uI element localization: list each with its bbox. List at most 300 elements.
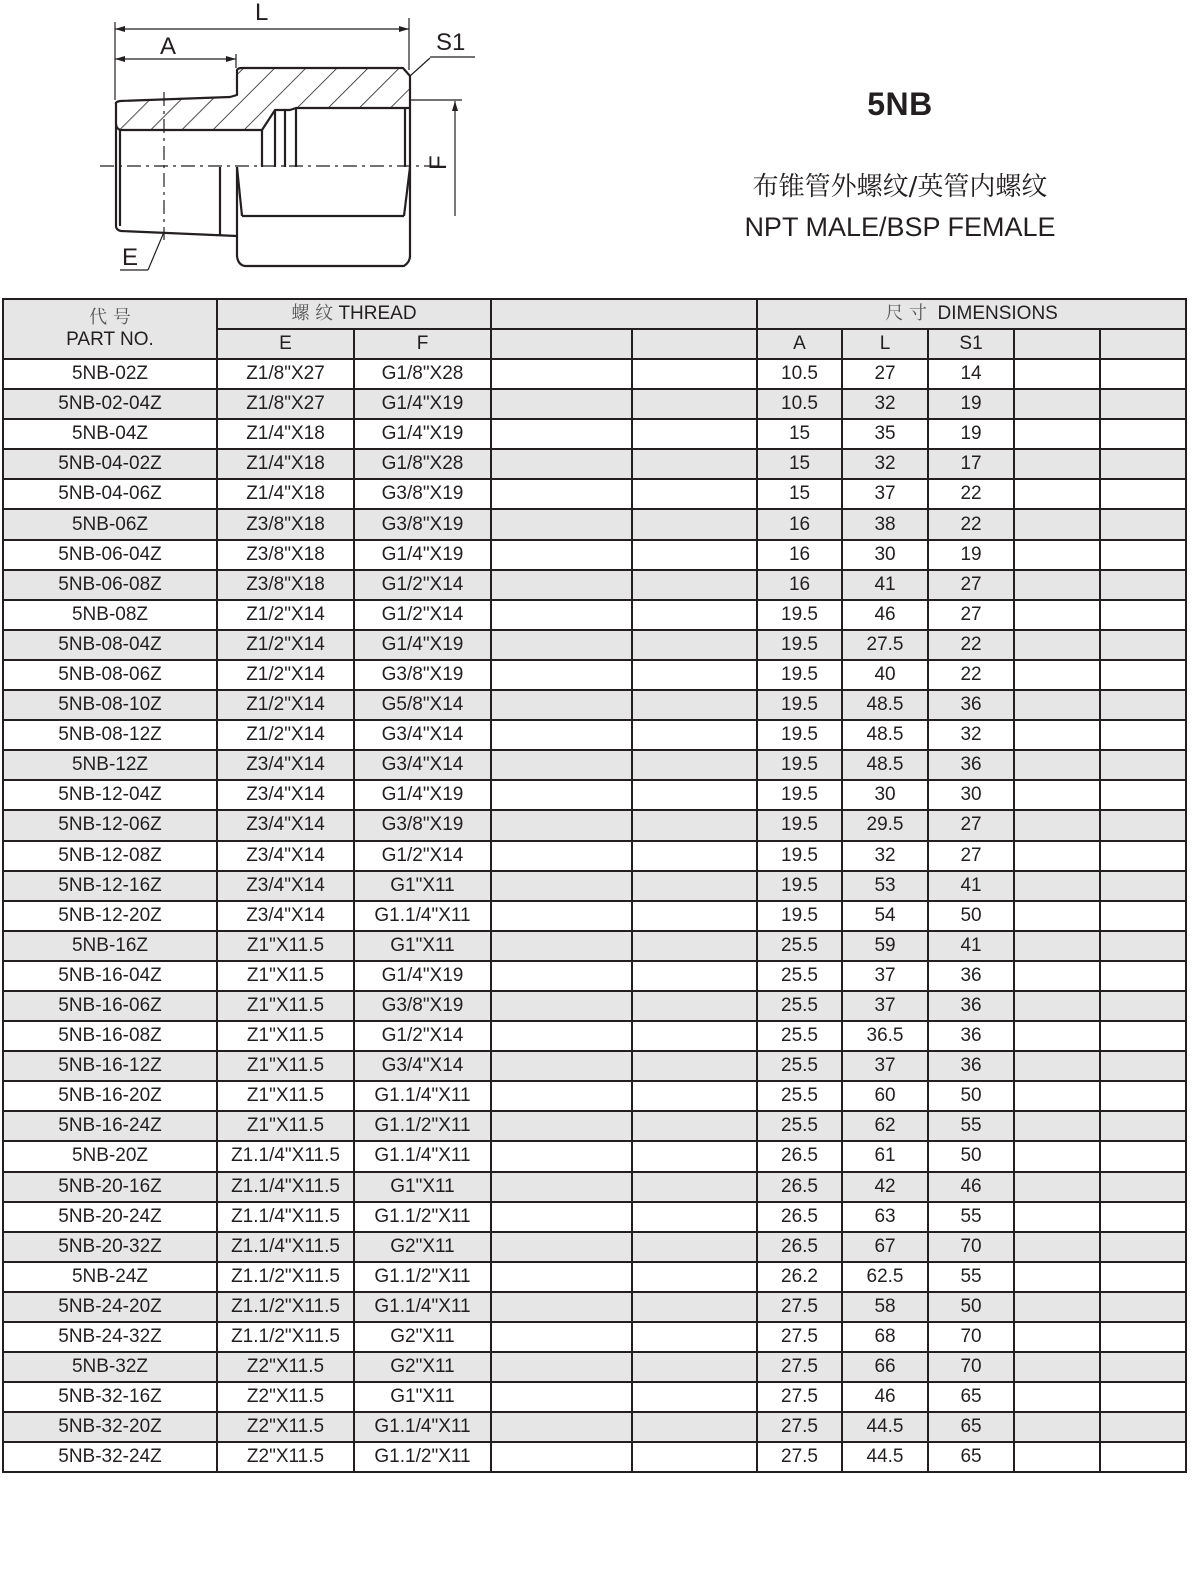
cell-dimension-A: 16 [757,570,842,600]
column-header-E: E [217,329,354,359]
cell-part-number: 5NB-24Z [3,1262,217,1292]
cell-thread-E: Z1.1/4"X11.5 [217,1141,354,1171]
cell-thread-F: G3/4"X14 [354,720,491,750]
cell-dimension-L: 37 [842,961,928,991]
cell-empty [491,1111,632,1141]
cell-empty [1100,1202,1186,1232]
cell-dimension-S1: 14 [928,359,1014,389]
cell-part-number: 5NB-16Z [3,931,217,961]
column-header-S1: S1 [928,329,1014,359]
cell-thread-F: G1/4"X19 [354,961,491,991]
cell-dimension-L: 63 [842,1202,928,1232]
cell-dimension-S1: 22 [928,660,1014,690]
cell-empty [1100,1081,1186,1111]
cell-part-number: 5NB-04Z [3,419,217,449]
cell-empty [491,1202,632,1232]
table-row [3,871,1186,901]
cell-dimension-S1: 36 [928,1051,1014,1081]
cell-empty [1100,841,1186,871]
cell-dimension-L: 37 [842,479,928,509]
cell-empty [491,1021,632,1051]
dimension-label-A: A [160,33,177,60]
cell-dimension-S1: 27 [928,810,1014,840]
cell-dimension-L: 27 [842,359,928,389]
table-row [3,750,1186,780]
table-row [3,1202,1186,1232]
cell-part-number: 5NB-24-32Z [3,1322,217,1352]
cell-thread-E: Z2"X11.5 [217,1382,354,1412]
table-row [3,931,1186,961]
cell-dimension-A: 19.5 [757,690,842,720]
cell-thread-F: G3/8"X19 [354,991,491,1021]
cell-dimension-L: 53 [842,871,928,901]
cell-dimension-L: 37 [842,1051,928,1081]
cell-thread-F: G3/8"X19 [354,660,491,690]
part-number-header-en: PART NO. [66,329,154,350]
cell-dimension-S1: 22 [928,509,1014,539]
cell-empty [491,660,632,690]
cell-thread-F: G1"X11 [354,1382,491,1412]
table-row [3,1081,1186,1111]
cell-empty [1014,1081,1100,1111]
cell-part-number: 5NB-04-02Z [3,449,217,479]
table-row [3,780,1186,810]
cell-thread-E: Z2"X11.5 [217,1442,354,1472]
cell-thread-F: G3/8"X19 [354,810,491,840]
cell-thread-E: Z1/2"X14 [217,600,354,630]
cell-empty [632,540,757,570]
cell-dimension-S1: 70 [928,1232,1014,1262]
cell-dimension-A: 25.5 [757,1021,842,1051]
cell-dimension-S1: 22 [928,630,1014,660]
cell-empty [1100,630,1186,660]
cell-part-number: 5NB-16-06Z [3,991,217,1021]
cell-empty [1100,991,1186,1021]
cell-empty [632,780,757,810]
cell-empty [491,1172,632,1202]
cell-empty [1014,690,1100,720]
cell-empty [632,600,757,630]
cell-thread-E: Z2"X11.5 [217,1352,354,1382]
cell-thread-E: Z1.1/2"X11.5 [217,1322,354,1352]
cell-empty [1014,841,1100,871]
cell-thread-F: G1.1/4"X11 [354,1081,491,1111]
cell-thread-F: G1/8"X28 [354,449,491,479]
cell-empty [1100,1292,1186,1322]
cell-dimension-A: 19.5 [757,660,842,690]
cell-thread-F: G1/2"X14 [354,600,491,630]
cell-empty [1014,931,1100,961]
table-row [3,1292,1186,1322]
cell-thread-E: Z3/4"X14 [217,871,354,901]
cell-empty [1100,901,1186,931]
cell-empty [491,1322,632,1352]
cell-empty [1014,750,1100,780]
table-row [3,1352,1186,1382]
cell-empty [1014,389,1100,419]
cell-part-number: 5NB-20Z [3,1141,217,1171]
cell-thread-E: Z1"X11.5 [217,991,354,1021]
cell-thread-E: Z3/8"X18 [217,570,354,600]
cell-empty [1100,509,1186,539]
cell-dimension-A: 19.5 [757,780,842,810]
cell-empty [632,509,757,539]
cell-empty [1100,1442,1186,1472]
cell-empty [632,1412,757,1442]
cell-empty [632,660,757,690]
cell-empty [491,389,632,419]
cell-empty [632,479,757,509]
cell-empty [1100,1322,1186,1352]
column-header-empty [1014,329,1100,359]
cell-part-number: 5NB-32-16Z [3,1382,217,1412]
cell-dimension-L: 41 [842,570,928,600]
cell-empty [1014,479,1100,509]
cell-dimension-S1: 55 [928,1202,1014,1232]
cell-part-number: 5NB-06-04Z [3,540,217,570]
thread-header-cn: 螺 纹 [291,303,334,324]
cell-dimension-A: 27.5 [757,1292,842,1322]
cell-thread-E: Z3/4"X14 [217,841,354,871]
cell-dimension-S1: 50 [928,901,1014,931]
cell-empty [1014,540,1100,570]
cell-part-number: 5NB-12-20Z [3,901,217,931]
cell-empty [1100,389,1186,419]
table-row [3,1412,1186,1442]
cell-empty [1014,1412,1100,1442]
cell-dimension-L: 32 [842,449,928,479]
cell-dimension-S1: 36 [928,1021,1014,1051]
table-row [3,1262,1186,1292]
table-row [3,1442,1186,1472]
cell-part-number: 5NB-02-04Z [3,389,217,419]
cell-empty [632,871,757,901]
column-header-empty [491,329,632,359]
cell-dimension-A: 27.5 [757,1352,842,1382]
cell-dimension-S1: 65 [928,1442,1014,1472]
cell-thread-F: G1.1/4"X11 [354,1412,491,1442]
subtitle-english: NPT MALE/BSP FEMALE [744,212,1056,242]
table-row [3,600,1186,630]
cell-empty [632,810,757,840]
cell-part-number: 5NB-06-08Z [3,570,217,600]
empty-header [491,299,757,329]
cell-dimension-S1: 70 [928,1322,1014,1352]
cell-empty [1100,961,1186,991]
cell-empty [1014,720,1100,750]
cell-empty [1100,570,1186,600]
dimensions-header-cn: 尺 寸 [885,303,927,324]
cell-empty [1014,1202,1100,1232]
cell-empty [1014,780,1100,810]
cell-empty [632,359,757,389]
cell-empty [1100,810,1186,840]
cell-empty [491,1382,632,1412]
cell-empty [1014,509,1100,539]
cell-empty [491,479,632,509]
cell-empty [491,810,632,840]
cell-dimension-S1: 70 [928,1352,1014,1382]
cell-thread-F: G1.1/2"X11 [354,1111,491,1141]
cell-dimension-A: 19.5 [757,810,842,840]
cell-empty [491,1051,632,1081]
table-row [3,389,1186,419]
table-row [3,720,1186,750]
cell-empty [1100,690,1186,720]
cell-empty [632,1111,757,1141]
table-row [3,810,1186,840]
cell-dimension-A: 25.5 [757,1081,842,1111]
cell-dimension-A: 15 [757,419,842,449]
cell-dimension-S1: 50 [928,1292,1014,1322]
cell-thread-E: Z1/2"X14 [217,690,354,720]
cell-empty [491,780,632,810]
cell-part-number: 5NB-20-24Z [3,1202,217,1232]
cell-thread-E: Z1/4"X18 [217,479,354,509]
cell-thread-F: G1/2"X14 [354,1021,491,1051]
cell-empty [1014,660,1100,690]
cell-thread-F: G1.1/4"X11 [354,1292,491,1322]
cell-dimension-L: 44.5 [842,1412,928,1442]
cell-empty [1100,540,1186,570]
cell-empty [1100,931,1186,961]
column-header-empty [632,329,757,359]
cell-part-number: 5NB-02Z [3,359,217,389]
cell-thread-E: Z3/8"X18 [217,540,354,570]
dimension-label-S1: S1 [436,29,466,56]
cell-empty [1100,1262,1186,1292]
cell-dimension-S1: 27 [928,600,1014,630]
table-row [3,1111,1186,1141]
cell-thread-F: G1/4"X19 [354,389,491,419]
cell-empty [491,750,632,780]
cell-dimension-L: 27.5 [842,630,928,660]
cell-empty [1014,419,1100,449]
table-row [3,570,1186,600]
cell-empty [1014,1292,1100,1322]
cell-thread-F: G3/8"X19 [354,509,491,539]
cell-empty [491,991,632,1021]
cell-thread-E: Z1/8"X27 [217,389,354,419]
cell-empty [1014,449,1100,479]
cell-empty [1100,1382,1186,1412]
cell-empty [491,509,632,539]
cell-thread-F: G2"X11 [354,1322,491,1352]
cell-part-number: 5NB-20-16Z [3,1172,217,1202]
cell-thread-F: G1.1/2"X11 [354,1442,491,1472]
table-row [3,1021,1186,1051]
cell-thread-E: Z1.1/4"X11.5 [217,1232,354,1262]
table-row [3,509,1186,539]
cell-part-number: 5NB-32-20Z [3,1412,217,1442]
cell-empty [1100,449,1186,479]
cell-empty [632,1202,757,1232]
table-row [3,1232,1186,1262]
cell-empty [1014,961,1100,991]
cell-part-number: 5NB-12Z [3,750,217,780]
cell-empty [632,630,757,660]
cell-thread-E: Z1"X11.5 [217,961,354,991]
cell-dimension-A: 26.5 [757,1141,842,1171]
cell-empty [1100,660,1186,690]
table-row [3,1322,1186,1352]
cell-dimension-L: 44.5 [842,1442,928,1472]
cell-part-number: 5NB-08-10Z [3,690,217,720]
cell-thread-E: Z1"X11.5 [217,1081,354,1111]
cell-empty [632,1322,757,1352]
cell-dimension-A: 26.2 [757,1262,842,1292]
table-row [3,359,1186,389]
cell-empty [1100,750,1186,780]
cell-dimension-A: 27.5 [757,1412,842,1442]
cell-thread-F: G1.1/4"X11 [354,901,491,931]
cell-empty [1100,479,1186,509]
cell-empty [491,1412,632,1442]
cell-empty [632,1021,757,1051]
cell-empty [1014,810,1100,840]
dimension-label-E: E [122,244,139,271]
cell-empty [491,1081,632,1111]
cell-part-number: 5NB-16-12Z [3,1051,217,1081]
cell-thread-F: G1/4"X19 [354,780,491,810]
part-number-header-cn: 代 号 [89,307,131,328]
cell-dimension-L: 37 [842,991,928,1021]
column-header-F: F [354,329,491,359]
cell-dimension-L: 42 [842,1172,928,1202]
cell-empty [1014,871,1100,901]
column-header-empty [1100,329,1186,359]
cell-empty [632,961,757,991]
cell-dimension-S1: 22 [928,479,1014,509]
cell-thread-F: G1.1/4"X11 [354,1141,491,1171]
cell-dimension-A: 27.5 [757,1322,842,1352]
cell-dimension-L: 32 [842,841,928,871]
cell-thread-E: Z1"X11.5 [217,1021,354,1051]
cell-dimension-A: 19.5 [757,750,842,780]
cell-empty [632,1262,757,1292]
cell-empty [491,570,632,600]
cell-empty [491,1352,632,1382]
cell-empty [1014,1322,1100,1352]
cell-empty [632,1141,757,1171]
cell-dimension-A: 27.5 [757,1382,842,1412]
cell-dimension-A: 19.5 [757,600,842,630]
specification-table [2,298,1187,1473]
cell-dimension-A: 25.5 [757,1111,842,1141]
cell-empty [491,630,632,660]
cell-dimension-L: 58 [842,1292,928,1322]
part-number-header [3,299,217,359]
table-row [3,479,1186,509]
cell-empty [632,720,757,750]
cell-thread-E: Z1/4"X18 [217,419,354,449]
cell-empty [632,570,757,600]
cell-empty [491,540,632,570]
cell-dimension-A: 19.5 [757,841,842,871]
cell-dimension-L: 48.5 [842,690,928,720]
cell-empty [1014,1442,1100,1472]
cell-empty [632,841,757,871]
cell-thread-E: Z2"X11.5 [217,1412,354,1442]
cell-empty [491,841,632,871]
cell-empty [1100,1051,1186,1081]
table-row [3,991,1186,1021]
thread-header [217,299,491,329]
cell-dimension-A: 10.5 [757,359,842,389]
cell-empty [632,991,757,1021]
cell-empty [632,750,757,780]
cell-empty [1100,871,1186,901]
cell-dimension-A: 25.5 [757,961,842,991]
cell-thread-F: G3/4"X14 [354,750,491,780]
cell-empty [632,901,757,931]
cell-empty [1014,1111,1100,1141]
cell-empty [1100,1111,1186,1141]
cell-part-number: 5NB-16-24Z [3,1111,217,1141]
cell-thread-E: Z1"X11.5 [217,1111,354,1141]
table-row [3,419,1186,449]
cell-thread-E: Z1/4"X18 [217,449,354,479]
cell-empty [632,389,757,419]
cell-dimension-S1: 55 [928,1111,1014,1141]
cell-thread-F: G1/2"X14 [354,570,491,600]
cell-dimension-L: 66 [842,1352,928,1382]
cell-empty [491,600,632,630]
cell-dimension-S1: 27 [928,841,1014,871]
cell-dimension-A: 25.5 [757,931,842,961]
cell-thread-F: G1"X11 [354,931,491,961]
cell-thread-E: Z1.1/4"X11.5 [217,1202,354,1232]
cell-part-number: 5NB-08-06Z [3,660,217,690]
cell-thread-E: Z3/4"X14 [217,780,354,810]
table-row [3,1382,1186,1412]
cell-dimension-S1: 19 [928,540,1014,570]
cell-part-number: 5NB-08-04Z [3,630,217,660]
cell-dimension-A: 10.5 [757,389,842,419]
cell-empty [491,1442,632,1472]
cell-dimension-L: 30 [842,780,928,810]
table-row [3,901,1186,931]
cell-empty [632,449,757,479]
cell-thread-E: Z3/8"X18 [217,509,354,539]
cell-part-number: 5NB-16-04Z [3,961,217,991]
cell-dimension-S1: 41 [928,871,1014,901]
cell-empty [1014,600,1100,630]
cell-empty [1100,359,1186,389]
cell-dimension-A: 19.5 [757,630,842,660]
cell-dimension-A: 19.5 [757,871,842,901]
cell-part-number: 5NB-20-32Z [3,1232,217,1262]
table-row [3,1141,1186,1171]
cell-thread-F: G2"X11 [354,1232,491,1262]
subtitle-chinese: 布锥管外螺纹/英管内螺纹 [752,172,1048,202]
cell-empty [1014,991,1100,1021]
cell-part-number: 5NB-12-04Z [3,780,217,810]
cell-dimension-L: 38 [842,509,928,539]
cell-dimension-L: 62 [842,1111,928,1141]
table-row [3,660,1186,690]
cell-dimension-S1: 36 [928,750,1014,780]
cell-empty [1100,1232,1186,1262]
cell-empty [632,931,757,961]
cell-empty [491,419,632,449]
cell-empty [632,1292,757,1322]
cell-empty [491,449,632,479]
cell-empty [491,1292,632,1322]
hatched-section [116,68,410,130]
cell-dimension-S1: 65 [928,1412,1014,1442]
cell-empty [1014,1232,1100,1262]
